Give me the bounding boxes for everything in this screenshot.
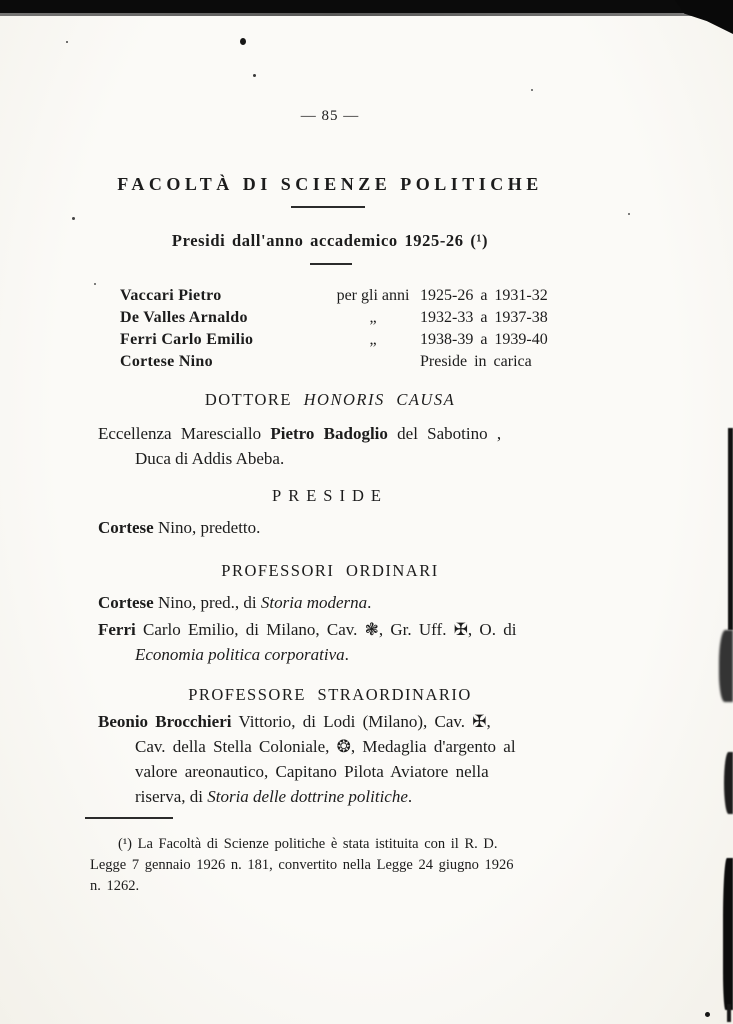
entry-text: Nino, predetto. [157,518,261,537]
scan-artifact-right-edge [728,428,733,630]
presidi-row [98,287,562,309]
entry-subject-italic: Storia delle dottrine politiche [207,787,408,806]
honoris-entry-line1 [98,424,501,444]
straordinario-entry-line2: Cav. della Stella Coloniale, ❂, Medaglia d'argento al [135,737,516,756]
heading-preside: PRESIDE [272,486,388,505]
entry-text: del Sabotino , [397,424,502,443]
page-title: FACOLTÀ DI SCIENZE POLITICHE [117,174,543,194]
presidi-row [98,353,562,375]
ink-speck [94,283,96,285]
years-range: 1932-33 a 1937-38 [420,309,548,326]
page-number: — 85 — [300,108,360,124]
presidi-row [98,331,562,353]
entry-text: Nino, pred., di [157,593,257,612]
ditto-mark: „ [369,331,377,348]
ink-speck [628,213,630,215]
entry-text: . [344,645,349,664]
straordinario-entry-line1 [98,712,491,732]
presidi-row [98,309,562,331]
years-label: per gli anni [336,287,410,304]
entry-name-bold: Ferri [98,620,136,639]
heading-dottore-honoris-causa [98,390,562,410]
honoris-entry-line2: Duca di Addis Abeba. [135,449,285,468]
entry-name-bold: Cortese [98,518,154,537]
entry-text: . [407,787,413,806]
heading-professori-ordinari: PROFESSORI ORDINARI [221,561,439,580]
straordinario-entry-line3: valore areonautico, Capitano Pilota Aviatore nella [135,762,489,781]
footnote-line2: Legge 7 gennaio 1926 n. 181, convertito nella Legge 24 giugno 1926 [90,857,514,873]
entry-subject-italic: Economia politica corporativa [135,645,345,664]
preside-name: De Valles Arnaldo [120,309,248,326]
ink-speck [705,1012,710,1017]
section-subtitle: Presidi dall'anno accademico 1925-26 (¹) [171,231,489,250]
ink-speck [66,41,68,43]
entry-text: . [367,593,372,612]
straordinario-entry-line4 [135,787,412,807]
footnote-divider [85,817,173,819]
preside-entry [98,518,260,538]
ordinari-entry-cortese [98,593,371,613]
heading-professore-straordinario: PROFESSORE STRAORDINARIO [188,685,472,704]
ordinari-entry-ferri-line2 [135,645,349,665]
status-text: Preside in carica [420,353,532,370]
entry-name-bold: Beonio Brocchieri [98,712,232,731]
entry-text: Vittorio, di Lodi (Milano), Cav. ✠, [238,712,491,731]
scan-artifact-right-edge [724,752,733,814]
entry-text: Carlo Emilio, di Milano, Cav. ❃, Gr. Uff. ✠, O. di [143,620,517,639]
scan-artifact-right-edge [723,858,733,1010]
footnote-line1: (¹) La Facoltà di Scienze politiche è stata istituita con il R. D. [118,836,498,852]
entry-subject-italic: Storia moderna [260,593,368,612]
heading-italic: HONORIS CAUSA [303,390,456,409]
scan-artifact-right-edge [719,630,733,702]
scan-artifact-top-right-corner [675,0,733,34]
years-range: 1938-39 a 1939-40 [420,331,548,348]
preside-name: Ferri Carlo Emilio [120,331,254,348]
title-divider [291,206,365,208]
entry-text: Eccellenza Maresciallo [98,424,262,443]
ink-speck [72,217,75,220]
ditto-mark: „ [369,309,377,326]
years-range: 1925-26 a 1931-32 [420,287,548,304]
ordinari-entry-ferri-line1 [98,620,516,640]
entry-text: riserva, di [135,787,203,806]
entry-name-bold: Cortese [98,593,154,612]
preside-name: Cortese Nino [120,353,213,370]
entry-name-bold: Pietro Badoglio [270,424,388,443]
footnote-line3: n. 1262. [90,878,140,894]
heading-roman: DOTTORE [204,390,293,409]
subtitle-divider [310,263,352,265]
preside-name: Vaccari Pietro [120,287,222,304]
scan-artifact-right-edge [727,1004,731,1022]
